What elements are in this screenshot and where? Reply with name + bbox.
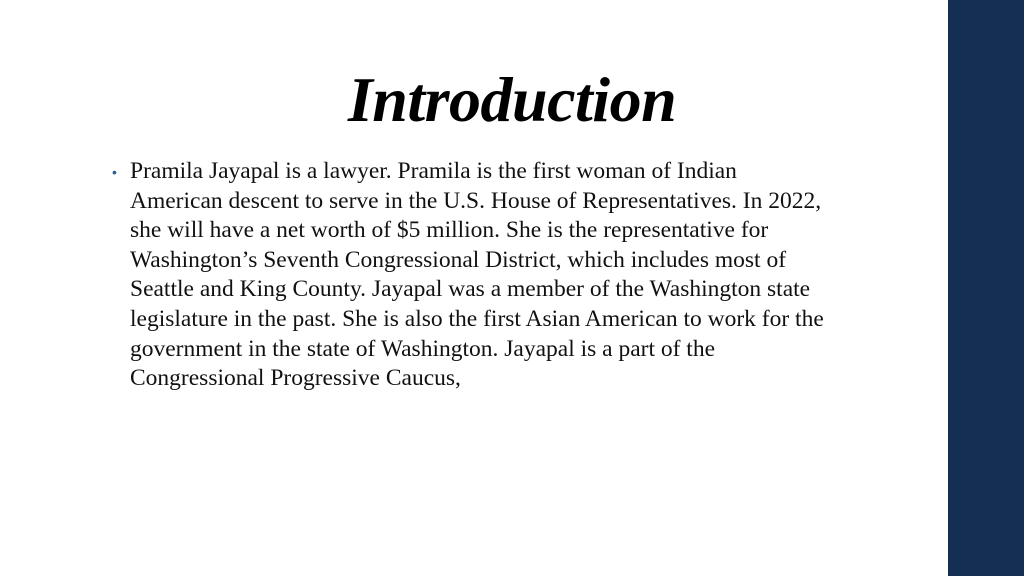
bullet-text: Pramila Jayapal is a lawyer. Pramila is the first woman of Indian American descent to serve in the U.S. House of Representatives. In 2022, she will have a net worth of $5 million. She is the representative for Washington’s Seventh Congressional District, which includes most of Seattle and King County. Jayapal was a member of the Washington state legislature in the past. She is also the first Asian American to work for the government in the state of Washington. Jayapal is a part of the Congressional Progressive Caucus, (130, 158, 824, 392)
slide-title: Introduction (347, 64, 677, 135)
accent-side-bar (948, 0, 1024, 576)
bullet-item (112, 157, 832, 394)
slide-body (112, 157, 832, 394)
bullet-icon: • (112, 164, 117, 180)
